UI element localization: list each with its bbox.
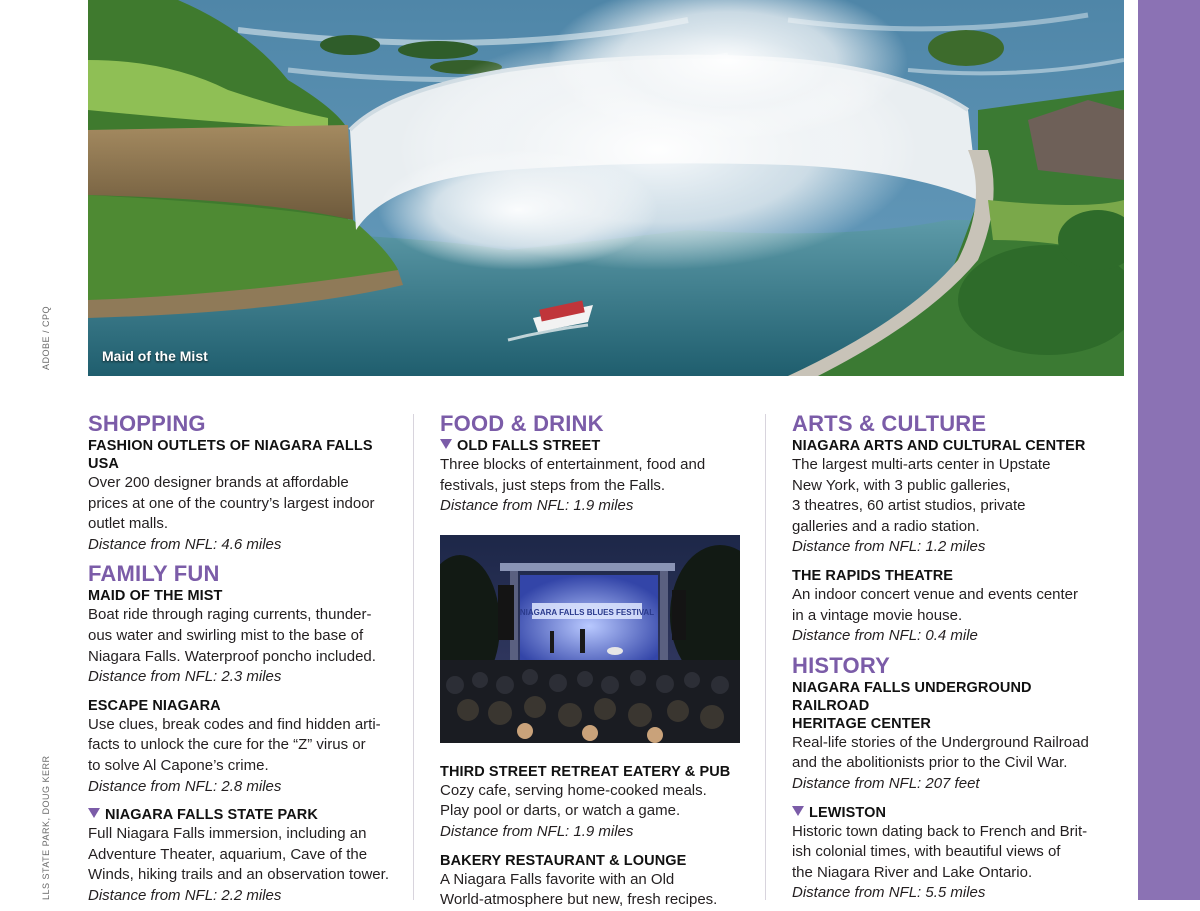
entry-line: Niagara Falls. Waterproof poncho included. — [88, 647, 376, 665]
side-color-bar — [1138, 0, 1200, 900]
niagara-falls-aerial-image — [88, 0, 1124, 376]
entry-title-featured — [440, 437, 750, 455]
entry-line: World-atmosphere but new, fresh recipes. — [440, 891, 718, 909]
entry-line: Winds, hiking trails and an observation tower. — [88, 866, 389, 884]
entry-line: facts to unlock the cure for the “Z” virus or — [88, 736, 366, 754]
entry-line: Real-life stories of the Underground Railroad — [792, 733, 1089, 751]
entry-distance: Distance from NFL: 1.2 miles — [792, 538, 986, 556]
entry-line: Cozy cafe, serving home-cooked meals. — [440, 781, 707, 799]
outdoor-concert-image — [440, 535, 740, 743]
entry-line: to solve Al Capone’s crime. — [88, 756, 269, 774]
entry-line: Boat ride through raging currents, thunder- — [88, 606, 372, 624]
concert-photo — [440, 535, 740, 743]
entry-title-featured — [792, 804, 1102, 822]
entry-line: An indoor concert venue and events center — [792, 585, 1079, 603]
entry-line: outlet malls. — [88, 515, 169, 533]
section-heading-family-fun: FAMILY FUN — [88, 561, 220, 587]
entry-line: New York, with 3 public galleries, — [792, 476, 1011, 494]
triangle-marker-icon — [88, 808, 100, 818]
entry-line: in a vintage movie house. — [792, 606, 963, 624]
entry-distance: Distance from NFL: 2.3 miles — [88, 668, 282, 686]
entry-title-continued: HERITAGE CENTER — [792, 715, 931, 732]
section-heading-arts-culture: ARTS & CULTURE — [792, 411, 987, 436]
entry-line: the Niagara River and Lake Ontario. — [792, 863, 1033, 881]
column-right — [792, 405, 1102, 904]
photo-credit-top: ADOBE / CPQ — [41, 305, 51, 370]
entry-line: A Niagara Falls favorite with an Old — [440, 870, 675, 888]
entry-line: Play pool or darts, or watch a game. — [440, 802, 681, 820]
entry-line: Use clues, break codes and find hidden arti- — [88, 715, 381, 733]
entry-line: ous water and swirling mist to the base of — [88, 626, 364, 644]
entry-line: Over 200 designer brands at affordable — [88, 474, 349, 491]
entry-distance: Distance from NFL: 0.4 mile — [792, 627, 978, 645]
entry-distance: Distance from NFL: 2.2 miles — [88, 886, 282, 904]
entry-title: THIRD STREET RETREAT EATERY & PUB — [440, 763, 731, 780]
entry-distance: Distance from NFL: 1.9 miles — [440, 822, 634, 840]
entry-distance: Distance from NFL: 207 feet — [792, 774, 980, 792]
entry-line: Adventure Theater, aquarium, Cave of the — [88, 845, 368, 863]
entry-line: 3 theatres, 60 artist studios, private — [792, 497, 1026, 515]
column-divider — [413, 414, 414, 900]
stage-banner-text: NIAGARA FALLS BLUES FESTIVAL — [519, 607, 655, 617]
entry-title-text: OLD FALLS STREET — [457, 438, 601, 454]
entry-line: ish colonial times, with beautiful views of — [792, 843, 1061, 861]
entry-distance: Distance from NFL: 4.6 miles — [88, 535, 282, 553]
column-middle — [440, 405, 750, 911]
entry-distance: Distance from NFL: 5.5 miles — [792, 884, 986, 902]
section-heading-history: HISTORY — [792, 652, 890, 678]
entry-line: Three blocks of entertainment, food and — [440, 456, 706, 473]
entry-title: BAKERY RESTAURANT & LOUNGE — [440, 852, 687, 869]
entry-title-text: LEWISTON — [809, 804, 887, 821]
entry-line: festivals, just steps from the Falls. — [440, 476, 666, 494]
triangle-marker-icon — [440, 439, 452, 449]
entry-distance: Distance from NFL: 1.9 miles — [440, 497, 634, 515]
entry-title-text: NIAGARA FALLS STATE PARK — [105, 807, 318, 824]
photo-credit-bottom: LLS STATE PARK, DOUG KERR — [41, 755, 51, 900]
entry-title: FASHION OUTLETS OF NIAGARA FALLS USA — [88, 438, 373, 472]
entry-title: NIAGARA FALLS UNDERGROUND RAILROAD — [792, 679, 1032, 714]
triangle-marker-icon — [792, 806, 804, 816]
entry-line: Full Niagara Falls immersion, including an — [88, 825, 367, 843]
entry-line: prices at one of the country’s largest indoor — [88, 494, 375, 512]
hero-photo — [88, 0, 1124, 376]
entry-title: MAID OF THE MIST — [88, 588, 223, 605]
section-heading-shopping: SHOPPING — [88, 411, 206, 436]
column-divider — [765, 414, 766, 900]
section-heading-food-drink: FOOD & DRINK — [440, 411, 604, 436]
entry-title: NIAGARA ARTS AND CULTURAL CENTER — [792, 438, 1086, 454]
entry-line: Historic town dating back to French and Brit- — [792, 822, 1088, 840]
entry-line: galleries and a radio station. — [792, 517, 980, 535]
entry-title: ESCAPE NIAGARA — [88, 697, 221, 714]
hero-caption: Maid of the Mist — [102, 348, 208, 364]
entry-line: and the abolitionists prior to the Civil War. — [792, 754, 1068, 772]
column-left — [88, 405, 398, 907]
entry-line: The largest multi-arts center in Upstate — [792, 456, 1051, 473]
entry-title: THE RAPIDS THEATRE — [792, 567, 954, 584]
entry-title-featured — [88, 806, 398, 824]
entry-distance: Distance from NFL: 2.8 miles — [88, 777, 282, 795]
